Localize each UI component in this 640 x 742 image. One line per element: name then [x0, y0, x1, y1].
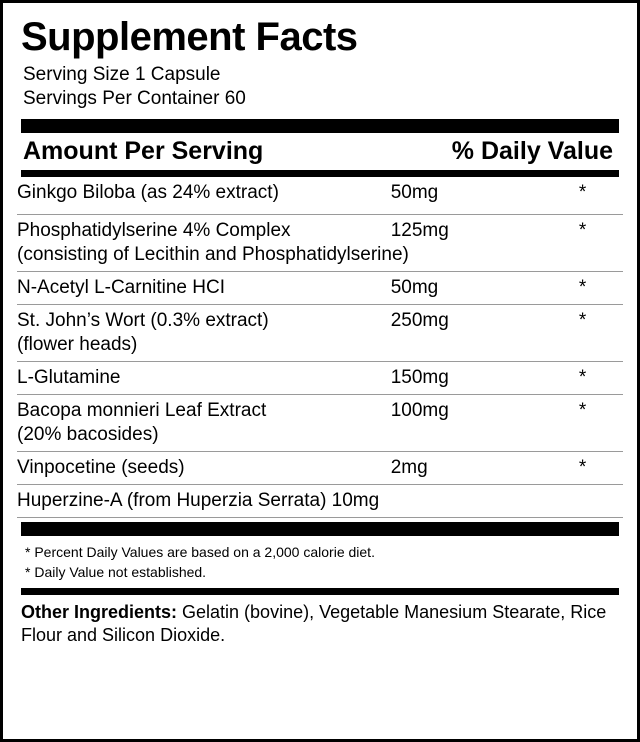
- table-row: [17, 215, 623, 243]
- ingredient-continuation: (consisting of Lecithin and Phosphatidylserine): [17, 242, 623, 272]
- table-row: [17, 485, 623, 518]
- header-daily-value: % Daily Value: [451, 137, 613, 165]
- table-row: [17, 305, 623, 333]
- table-row-spacer: [17, 204, 623, 215]
- footnotes: [21, 542, 619, 582]
- table-row-continuation: [17, 242, 623, 272]
- ingredient-amount: 2mg: [391, 452, 543, 485]
- ingredient-daily-value: *: [542, 272, 623, 305]
- table-row: [17, 395, 623, 423]
- ingredient-amount: 150mg: [391, 362, 543, 395]
- table-row: [17, 362, 623, 395]
- table-header-row: [17, 133, 623, 170]
- ingredient-daily-value: *: [578, 310, 587, 331]
- table-row: [17, 272, 623, 305]
- divider-thick-top: [21, 119, 619, 133]
- ingredient-amount: 125mg: [390, 220, 449, 241]
- ingredient-name: Vinpocetine (seeds): [17, 452, 391, 485]
- serving-size: Serving Size 1 Capsule: [23, 64, 221, 85]
- ingredient-name: Ginkgo Biloba (as 24% extract): [17, 182, 279, 203]
- ingredient-name: Bacopa monnieri Leaf Extract: [17, 400, 267, 421]
- divider-thick-bottom: [21, 522, 619, 536]
- other-ingredients-label: Other Ingredients:: [21, 602, 178, 622]
- footnote-daily-values: * Percent Daily Values are based on a 2,000 calorie diet.: [25, 544, 375, 560]
- table-row-continuation: [17, 332, 623, 362]
- ingredient-name: N-Acetyl L-Carnitine HCI: [17, 272, 391, 305]
- divider-medium: [21, 170, 619, 177]
- ingredient-amount: 50mg: [391, 272, 543, 305]
- ingredient-name: L-Glutamine: [17, 362, 391, 395]
- table-row-continuation: [17, 422, 623, 452]
- ingredient-amount: 250mg: [390, 310, 449, 331]
- other-ingredients-text: Gelatin (bovine), Vegetable Manesium Stearate, Rice Flour and Silicon Dioxide.: [21, 602, 607, 645]
- ingredient-daily-value: *: [578, 182, 587, 203]
- table-row: [17, 177, 623, 204]
- ingredients-table: [17, 177, 623, 518]
- serving-info: [23, 63, 623, 111]
- ingredient-amount: 100mg: [390, 400, 449, 421]
- ingredient-daily-value: *: [542, 362, 623, 395]
- ingredient-continuation: (20% bacosides): [17, 422, 623, 452]
- ingredient-daily-value: *: [578, 220, 587, 241]
- ingredient-name: Phosphatidylserine 4% Complex: [17, 220, 291, 241]
- footnote-dv-not-established: * Daily Value not established.: [25, 564, 207, 580]
- divider-medium-bottom: [21, 588, 619, 595]
- table-row: [17, 452, 623, 485]
- ingredient-continuation: (flower heads): [17, 332, 623, 362]
- other-ingredients: [21, 601, 619, 647]
- servings-per-container: Servings Per Container 60: [23, 88, 246, 109]
- header-amount-per-serving: Amount Per Serving: [23, 137, 264, 165]
- ingredient-name: Huperzine-A (from Huperzia Serrata) 10mg: [17, 485, 623, 518]
- panel-title: Supplement Facts: [21, 15, 358, 59]
- ingredient-daily-value: *: [578, 400, 587, 421]
- ingredient-amount: 50mg: [390, 182, 439, 203]
- ingredient-daily-value: *: [542, 452, 623, 485]
- ingredient-name: St. John’s Wort (0.3% extract): [17, 310, 269, 331]
